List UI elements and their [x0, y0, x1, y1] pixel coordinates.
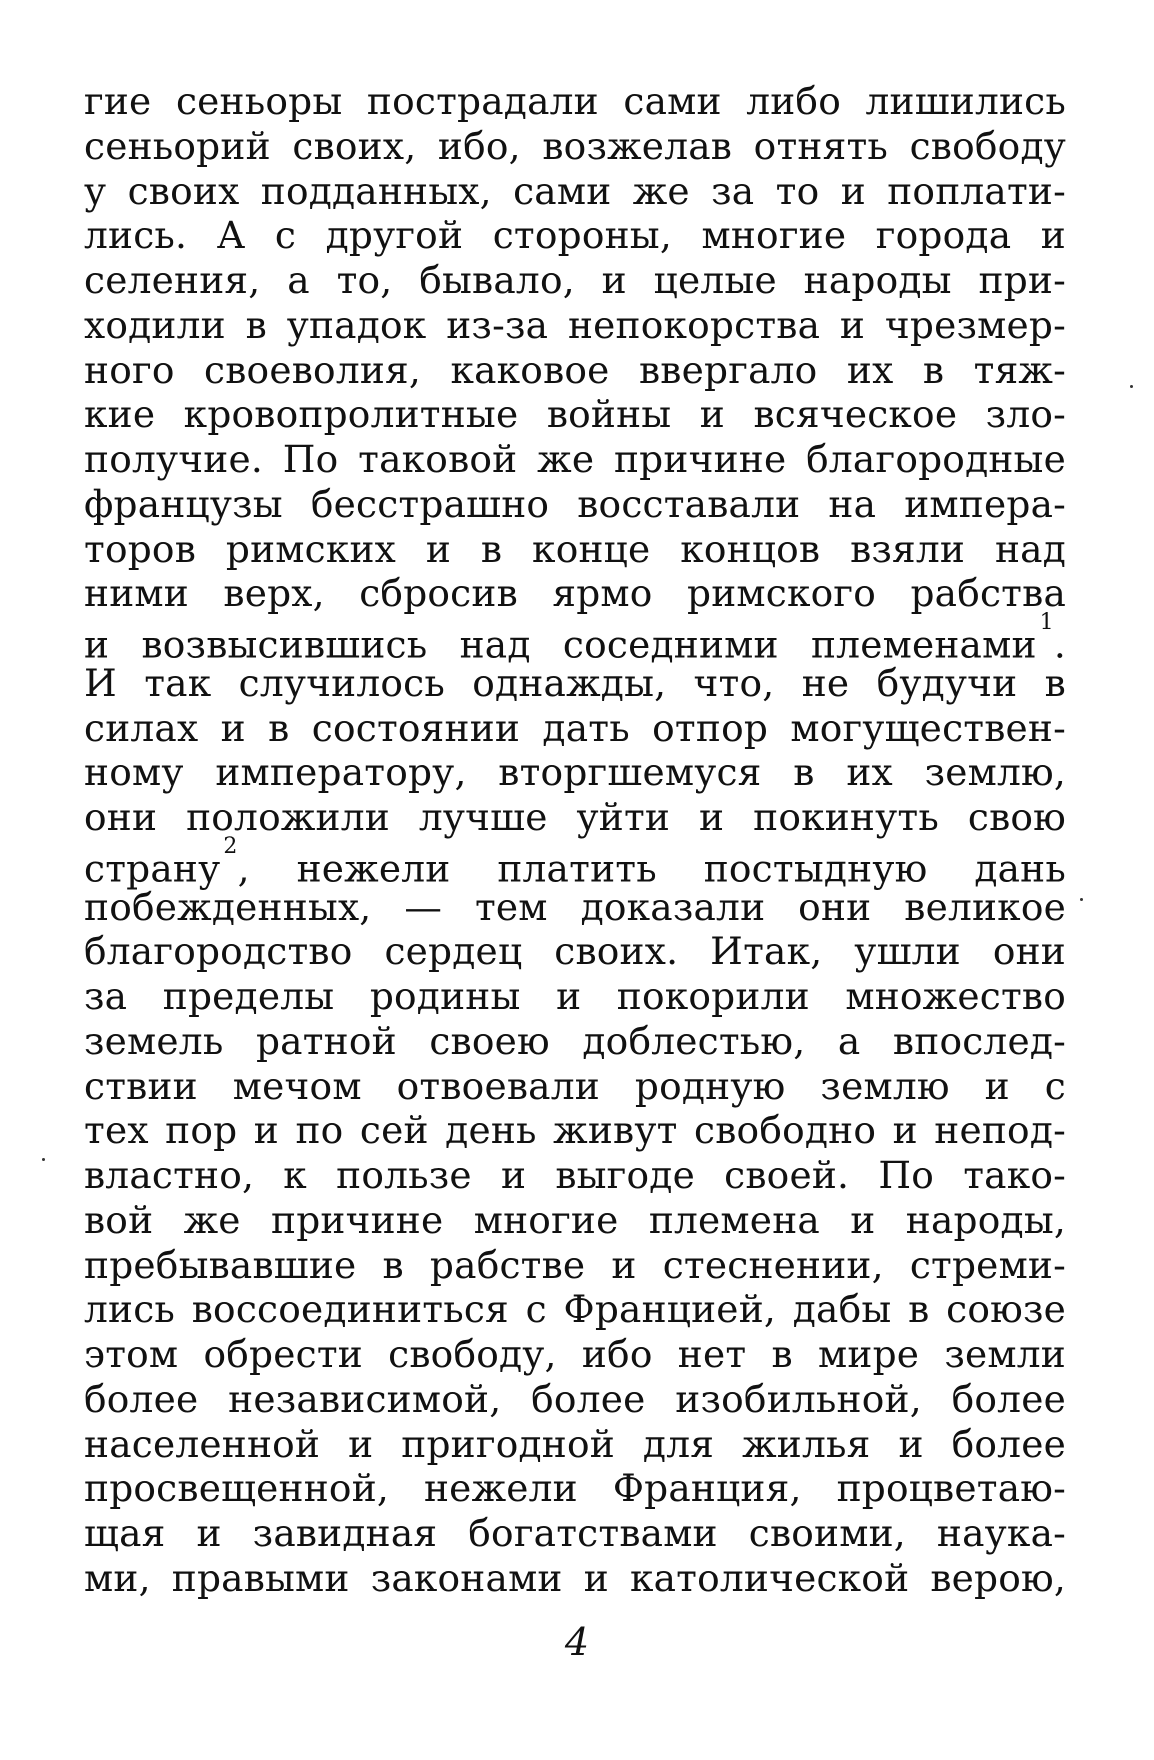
text-line: И так случилось однажды, что, не будучи в — [84, 660, 1066, 705]
text-line: вой же причине многие племена и народы, — [84, 1197, 1066, 1242]
text-line: тех пор и по сей день живут свободно и непод- — [84, 1108, 1066, 1153]
scan-speck — [1080, 898, 1083, 901]
footnote-marker: 1 — [1039, 610, 1054, 635]
line-tail: . — [1053, 622, 1066, 667]
text-line: у своих подданных, сами же за то и поплати- — [84, 168, 1066, 213]
text-line: ствии мечом отвоевали родную землю и с — [84, 1063, 1066, 1108]
text-line: селения, а то, бывало, и целые народы при- — [84, 258, 1066, 302]
text-line: просвещенной, нежели Франция, процветаю- — [84, 1466, 1066, 1511]
text-line: благородство сердец своих. Итак, ушли они — [84, 929, 1066, 974]
text-line: ного своеволия, каковое ввергало их в тяж- — [84, 347, 1066, 392]
scan-speck — [42, 1158, 45, 1161]
text-line: кие кровопролитные войны и всяческое зло- — [84, 392, 1066, 437]
text-line: щая и завидная богатствами своими, наука- — [84, 1511, 1066, 1555]
text-line: побежденных, — тем доказали они великое — [84, 884, 1066, 929]
text-line: ними верх, сбросив ярмо римского рабства — [84, 571, 1066, 616]
body-text — [84, 79, 1066, 1601]
text-line: получие. По таковой же причине благородные — [84, 437, 1066, 481]
line-text: и возвысившись над соседними племенами — [84, 622, 1037, 667]
text-line: ходили в упадок из-за непокорства и чрезмер- — [84, 302, 1066, 347]
text-line: пребывавшие в рабстве и стеснении, стреми- — [84, 1242, 1066, 1287]
text-line-with-footnote — [84, 833, 1066, 891]
text-line: властно, к пользе и выгоде своей. По тако- — [84, 1153, 1066, 1197]
line-text: страну — [84, 846, 221, 891]
text-line: за пределы родины и покорили множество — [84, 974, 1066, 1018]
text-line: сеньорий своих, ибо, возжелав отнять свободу — [84, 123, 1066, 168]
text-line: населенной и пригодной для жилья и более — [84, 1421, 1066, 1466]
scan-speck — [1130, 385, 1133, 388]
text-line: французы бесстрашно восставали на импера- — [84, 481, 1066, 526]
text-line: гие сеньоры пострадали сами либо лишились — [84, 79, 1066, 123]
text-line: земель ратной своею доблестью, а впослед- — [84, 1018, 1066, 1063]
page-number: 4 — [564, 1620, 590, 1664]
text-line: лись. А с другой стороны, многие города и — [84, 213, 1066, 258]
text-line: они положили лучше уйти и покинуть свою — [84, 795, 1066, 839]
footnote-marker: 2 — [223, 833, 238, 859]
line-tail: , нежели платить постыдную дань — [237, 846, 1066, 891]
text-line: торов римских и в конце концов взяли над — [84, 526, 1066, 571]
text-line: более независимой, более изобильной, более — [84, 1376, 1066, 1421]
text-line: ми, правыми законами и католической верою, — [84, 1555, 1066, 1600]
text-line: этом обрести свободу, ибо нет в мире земли — [84, 1332, 1066, 1376]
text-line: ному императору, вторгшемуся в их землю, — [84, 750, 1066, 795]
text-line: лись воссоединиться с Францией, дабы в союзе — [84, 1287, 1066, 1332]
text-line: силах и в состоянии дать отпор могуществен- — [84, 705, 1066, 750]
text-line-with-footnote — [84, 610, 1066, 667]
